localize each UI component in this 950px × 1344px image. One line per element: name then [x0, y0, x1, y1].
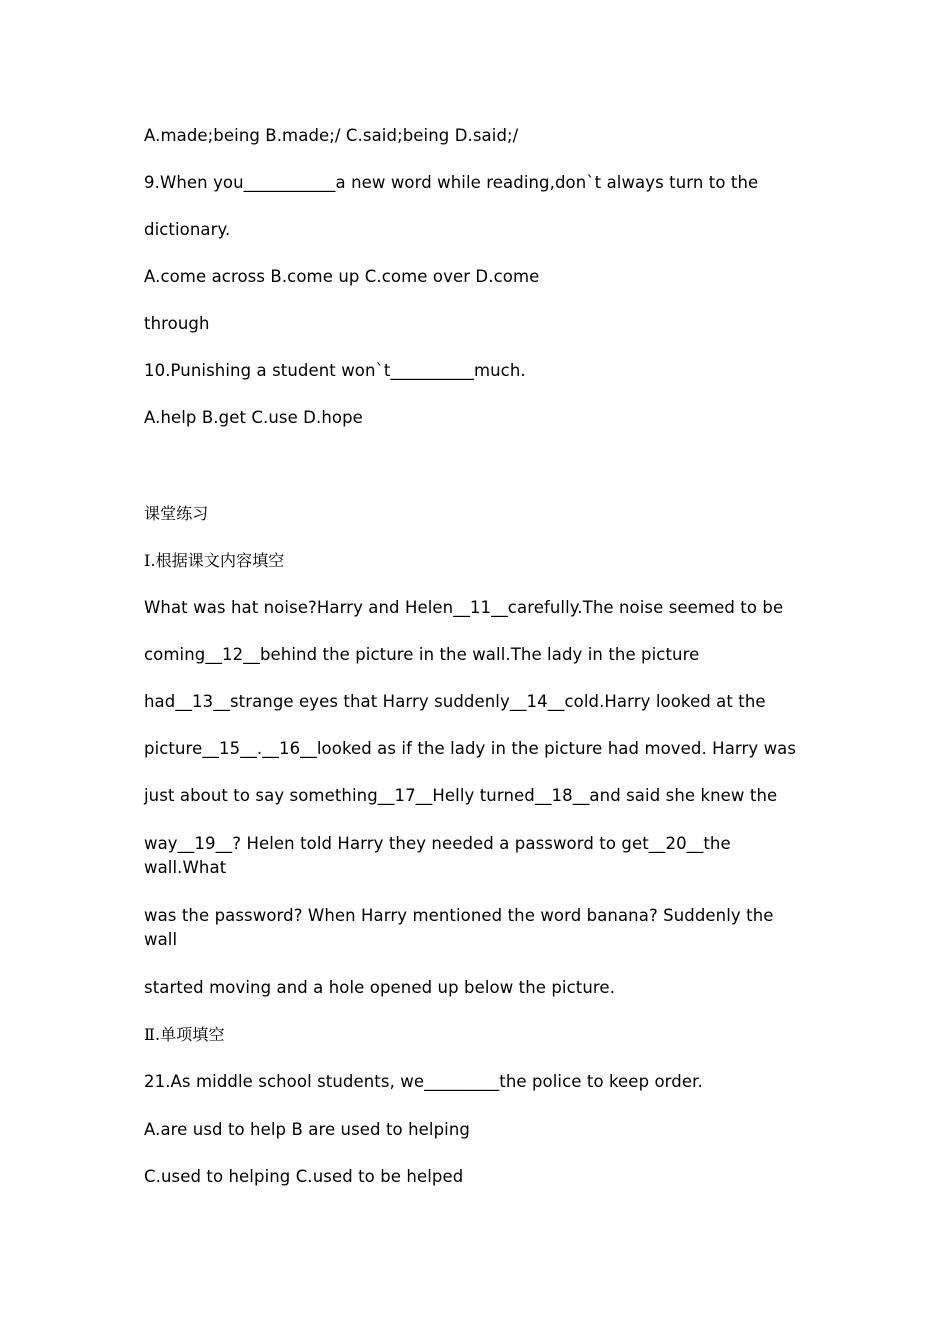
- passage-line-6: way__19__? Helen told Harry they needed a password to get__20__the wall.What: [144, 834, 731, 877]
- passage-line-1: What was hat noise?Harry and Helen__11__carefully.The noise seemed to be: [144, 598, 784, 617]
- q21-options-cd: C.used to helping C.used to be helped: [144, 1167, 464, 1186]
- part-1-heading: I.根据课文内容填空: [144, 551, 285, 570]
- q10-options: A.help B.get C.use D.hope: [144, 408, 363, 427]
- section-heading-classroom-practice: 课堂练习: [144, 504, 209, 523]
- q9-options: A.come across B.come up C.come over D.come: [144, 267, 540, 286]
- q9-stem-cont: dictionary.: [144, 220, 231, 239]
- passage-line-5: just about to say something__17__Helly turned__18__and said she knew the: [144, 786, 778, 805]
- passage-line-2: coming__12__behind the picture in the wall.The lady in the picture: [144, 645, 700, 664]
- q8-options: A.made;being B.made;/ C.said;being D.said;/: [144, 126, 519, 145]
- q21-stem: 21.As middle school students, we_________the police to keep order.: [144, 1072, 703, 1091]
- part-2-heading: Ⅱ.单项填空: [144, 1025, 225, 1044]
- passage-line-4: picture__15__.__16__looked as if the lady in the picture had moved. Harry was: [144, 739, 797, 758]
- q9-stem: 9.When you___________a new word while reading,don`t always turn to the: [144, 173, 759, 192]
- q21-options-ab: A.are usd to help B are used to helping: [144, 1120, 470, 1139]
- passage-line-7: was the password? When Harry mentioned the word banana? Suddenly the wall: [144, 906, 774, 949]
- passage-line-3: had__13__strange eyes that Harry suddenly__14__cold.Harry looked at the: [144, 692, 766, 711]
- q9-options-cont: through: [144, 314, 210, 333]
- q10-stem: 10.Punishing a student won`t__________much.: [144, 361, 526, 380]
- passage-line-8: started moving and a hole opened up below the picture.: [144, 978, 616, 997]
